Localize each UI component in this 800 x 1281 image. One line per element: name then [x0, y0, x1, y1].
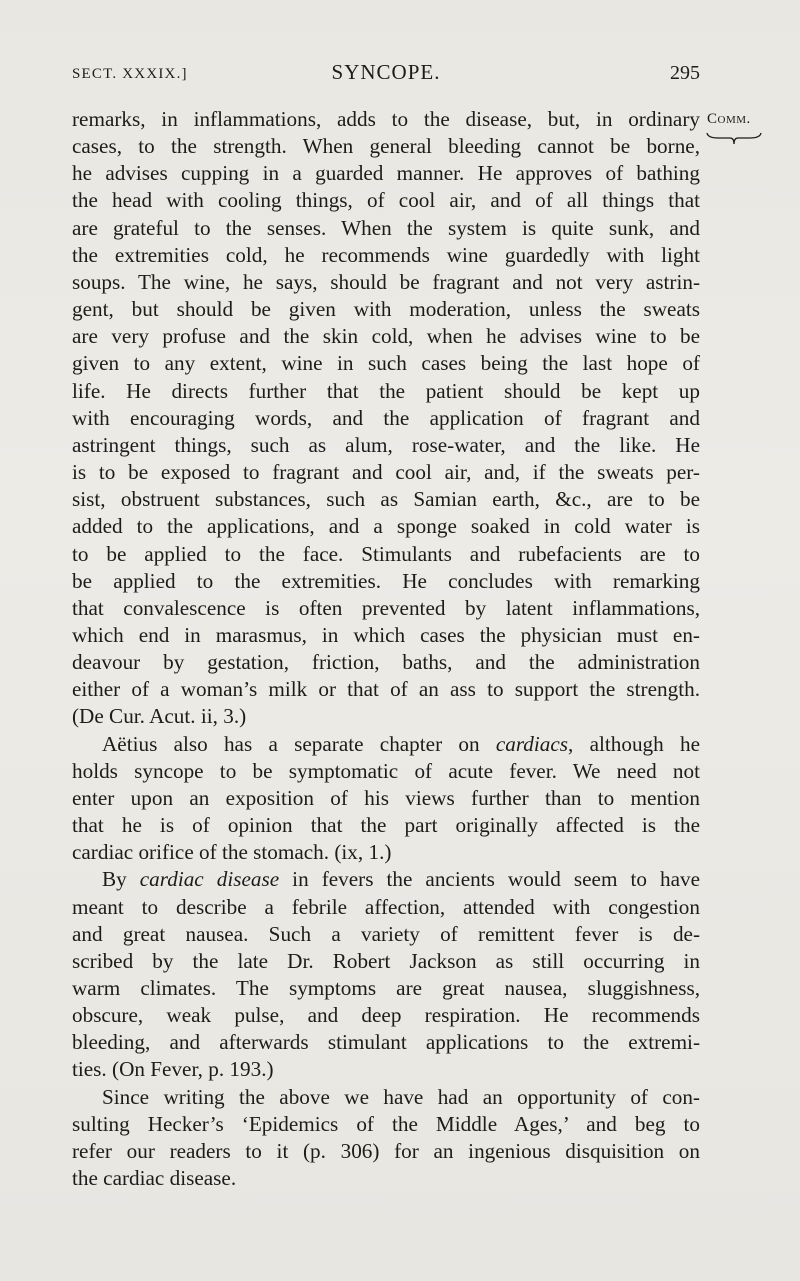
text-line: obscure, weak pulse, and deep respiration. He recommends	[72, 1003, 700, 1028]
text-line: soups. The wine, he says, should be fragrant and not very astrin-	[72, 269, 700, 294]
text-line: (De Cur. Acut. ii, 3.)	[72, 704, 247, 729]
text-line: to be applied to the face. Stimulants and rubefacients are to	[72, 541, 700, 566]
text-line: that he is of opinion that the part originally affected is the	[72, 813, 700, 838]
text-line: deavour by gestation, friction, baths, and the administration	[72, 650, 700, 675]
text-line: are very profuse and the skin cold, when he advises wine to be	[72, 324, 700, 349]
text-line: By cardiac disease in fevers the ancients would seem to have	[102, 867, 700, 892]
text-line: refer our readers to it (p. 306) for an ingenious disquisition on	[72, 1138, 700, 1163]
text-line: ties. (On Fever, p. 193.)	[72, 1057, 274, 1082]
chapter-title: SYNCOPE.	[331, 60, 441, 84]
paragraph	[72, 866, 700, 1083]
text-line: meant to describe a febrile affection, attended with congestion	[72, 894, 700, 919]
body-text	[72, 106, 700, 1192]
text-line: either of a woman’s milk or that of an ass to support the strength.	[72, 677, 700, 702]
text-line: astringent things, such as alum, rose-water, and the like. He	[72, 432, 700, 457]
text-line: with encouraging words, and the application of fragrant and	[72, 405, 700, 430]
text-line: added to the applications, and a sponge soaked in cold water is	[72, 514, 700, 539]
text-line: is to be exposed to fragrant and cool air, and, if the sweats per-	[72, 460, 700, 485]
text-line: holds syncope to be symptomatic of acute fever. We need not	[72, 758, 700, 783]
text-line: gent, but should be given with moderation, unless the sweats	[72, 297, 700, 322]
section-label: SECT. XXXIX.]	[72, 66, 188, 82]
paragraph	[72, 1084, 700, 1193]
text-line: cardiac orifice of the stomach. (ix, 1.)	[72, 840, 392, 865]
running-header	[72, 60, 700, 90]
paragraph	[72, 731, 700, 867]
text-line: remarks, in inflammations, adds to the disease, but, in ordinary	[72, 107, 700, 131]
text-line: life. He directs further that the patient should be kept up	[72, 378, 700, 403]
text-line: enter upon an exposition of his views further than to mention	[72, 785, 700, 810]
text-line: given to any extent, wine in such cases being the last hope of	[72, 351, 700, 376]
text-line: which end in marasmus, in which cases the physician must en-	[72, 622, 700, 647]
margin-note: Comm.	[707, 111, 751, 127]
text-line: cases, to the strength. When general bleeding cannot be borne,	[72, 134, 700, 159]
text-line: Aëtius also has a separate chapter on cardiacs, although he	[102, 731, 700, 756]
margin-brace	[706, 132, 762, 146]
text-line: the head with cooling things, of cool air, and of all things that	[72, 188, 700, 213]
page-number: 295	[670, 62, 700, 84]
text-line: Since writing the above we have had an opportunity of con-	[102, 1084, 700, 1109]
text-line: sulting Hecker’s ‘Epidemics of the Middle Ages,’ and beg to	[72, 1111, 700, 1136]
text-line: scribed by the late Dr. Robert Jackson as still occurring in	[72, 948, 700, 973]
text-line: sist, obstruent substances, such as Samian earth, &c., are to be	[72, 487, 700, 512]
text-line: he advises cupping in a guarded manner. He approves of bathing	[72, 161, 700, 186]
text-line: and great nausea. Such a variety of remittent fever is de-	[72, 921, 700, 946]
text-line: warm climates. The symptoms are great nausea, sluggishness,	[72, 976, 700, 1000]
paragraph	[72, 106, 700, 731]
text-line: the cardiac disease.	[72, 1166, 237, 1191]
text-line: bleeding, and afterwards stimulant applications to the extremi-	[72, 1030, 700, 1055]
text-line: the extremities cold, he recommends wine guardedly with light	[72, 242, 700, 267]
text-line: are grateful to the senses. When the system is quite sunk, and	[72, 215, 700, 240]
text-line: be applied to the extremities. He concludes with remarking	[72, 568, 700, 593]
text-line: that convalescence is often prevented by latent inflammations,	[72, 595, 700, 620]
